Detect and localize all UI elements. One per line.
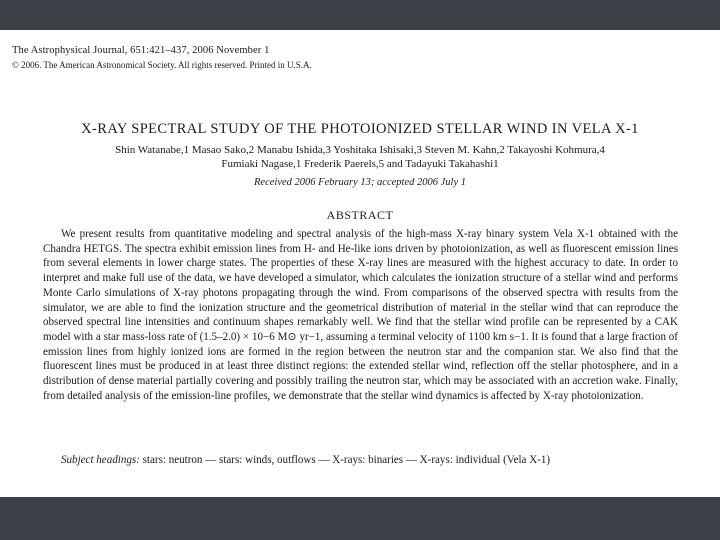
received-dates: Received 2006 February 13; accepted 2006 July 1 bbox=[254, 177, 466, 188]
abstract-heading: ABSTRACT bbox=[326, 208, 394, 222]
top-dark-bar bbox=[0, 0, 720, 30]
paper-title: X-RAY SPECTRAL STUDY OF THE PHOTOIONIZED STELLAR WIND IN VELA X-1 bbox=[81, 121, 639, 137]
authors-line-1: Shin Watanabe,1 Masao Sako,2 Manabu Ishida,3 Yoshitaka Ishisaki,3 Steven M. Kahn,2 Takayoshi Kohmura,4 bbox=[115, 144, 605, 156]
bottom-dark-bar bbox=[0, 497, 720, 540]
abstract-body bbox=[43, 227, 678, 403]
authors-line-2: Fumiaki Nagase,1 Frederik Paerels,5 and Tadayuki Takahashi1 bbox=[221, 158, 499, 170]
abstract-text: We present results from quantitative modeling and spectral analysis of the high-mass X-ray binary system Vela X-1 obtained with the Chandra HETGS. The spectra exhibit emission lines from H- and He-like ions driven by photoionization, as well as fluorescent emission lines from several elements in lower charge states. The properties of these X-ray lines are measured with the highest accuracy to date. In order to interpret and make full use of the data, we have developed a simulator, which calculates the ionization structure of a stellar wind and performs Monte Carlo simulations of X-ray photons propagating through the wind. From comparisons of the observed spectra with results from the simulator, we are able to find the ionization structure and the geometrical distribution of material in the stellar wind that can reproduce the observed spectral line intensities and continuum shapes remarkably well. We find that the stellar wind profile can be represented by a CAK model with a star mass-loss rate of (1.5–2.0) × 10−6 M⊙ yr−1, assuming a terminal velocity of 1100 km s−1. It is found that a large fraction of emission lines from highly ionized ions are formed in the region between the neutron star and the companion star. We also find that the fluorescent lines must be produced in at least three distinct regions: the extended stellar wind, reflection off the stellar photosphere, and in a distribution of dense material partially covering and possibly trailing the neutron star, which may be associated with an accretion wake. Finally, from detailed analysis of the emission-line profiles, we demonstrate that the stellar wind dynamics is affected by X-ray photoionization. bbox=[43, 228, 678, 402]
subject-headings-label: Subject headings: bbox=[61, 454, 140, 466]
paper-page bbox=[0, 30, 720, 497]
journal-citation: The Astrophysical Journal, 651:421–437, 2006 November 1 bbox=[12, 45, 270, 56]
subject-headings bbox=[61, 454, 550, 466]
author-list bbox=[0, 143, 720, 171]
subject-headings-text: stars: neutron — stars: winds, outflows — X-rays: binaries — X-rays: individual (Vela X-1) bbox=[142, 454, 551, 466]
copyright-notice: © 2006. The American Astronomical Society. All rights reserved. Printed in U.S.A. bbox=[12, 60, 312, 70]
